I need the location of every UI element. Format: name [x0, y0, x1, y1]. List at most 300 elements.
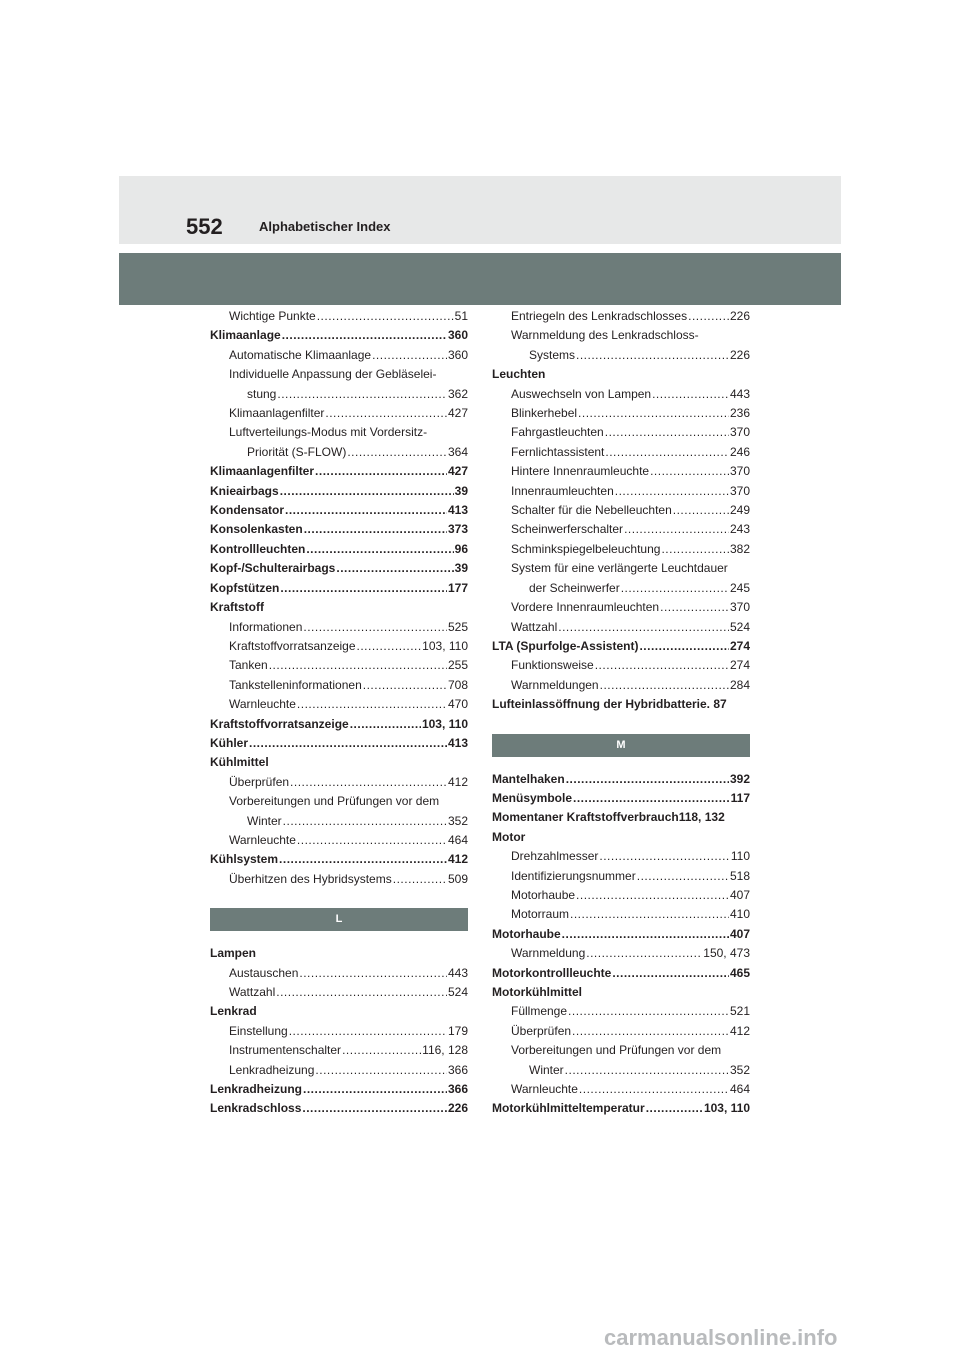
- dot-leader: [573, 789, 730, 808]
- index-entry[interactable]: [492, 1099, 750, 1118]
- dot-leader: [347, 443, 447, 462]
- index-entry-row: [229, 676, 468, 695]
- index-entry-label: Klimaanlage: [210, 328, 281, 343]
- page-reference[interactable]: 116, 128: [422, 1043, 468, 1058]
- index-entry[interactable]: [210, 656, 468, 675]
- index-entry-label: Kopfstützen: [210, 580, 280, 595]
- index-entry-label-line: Vorbereitungen und Prüfungen vor dem: [229, 794, 440, 809]
- index-entry-label: Warnleuchte: [511, 1082, 578, 1097]
- page-reference[interactable]: 366: [447, 1082, 468, 1097]
- index-entry-row: [511, 443, 750, 462]
- page-number: 552: [186, 214, 223, 239]
- index-entry-row: [229, 812, 468, 831]
- index-entry-label: Kontrollleuchten: [210, 541, 306, 556]
- index-entry-label: Überhitzen des Hybridsystems: [229, 871, 392, 886]
- index-entry-label: Warnleuchte: [229, 832, 296, 847]
- dot-leader: [646, 1099, 703, 1118]
- dot-leader: [342, 1041, 421, 1060]
- index-entry[interactable]: [210, 423, 468, 462]
- index-entry[interactable]: [492, 482, 750, 501]
- page-reference[interactable]: 226: [729, 309, 750, 323]
- index-entry-label: Kraftstoffvorratsanzeige: [210, 716, 349, 731]
- index-entry-label: stung: [247, 386, 277, 401]
- page-reference[interactable]: 427: [447, 406, 468, 421]
- index-entry-row: [511, 404, 750, 423]
- index-entry-row: [210, 540, 468, 559]
- index-entry[interactable]: [210, 520, 468, 539]
- index-entry-label: Schminkspiegelbeleuchtung: [511, 541, 661, 556]
- index-entry-row: [229, 656, 468, 675]
- index-entry[interactable]: [210, 964, 468, 983]
- dot-leader: [605, 443, 729, 462]
- dot-leader: [639, 637, 729, 656]
- index-entry-label: Drehzahlmesser: [511, 849, 599, 864]
- section-gap: [492, 715, 750, 734]
- index-entry-label: Wattzahl: [511, 619, 558, 634]
- page-reference[interactable]: 226: [447, 1101, 468, 1116]
- dot-leader: [600, 676, 729, 695]
- page-reference[interactable]: 509: [447, 871, 468, 886]
- index-entry[interactable]: [492, 964, 750, 983]
- index-entry[interactable]: [210, 695, 468, 714]
- page-reference[interactable]: 370: [729, 483, 750, 498]
- index-entry-row: [210, 326, 468, 345]
- index-entry-row: [511, 462, 750, 481]
- index-entry-row: [229, 773, 468, 792]
- index-entry[interactable]: [210, 462, 468, 481]
- dot-leader: [304, 520, 447, 539]
- page-reference[interactable]: 255: [447, 658, 468, 673]
- index-entry-label: Menüsymbole: [492, 790, 573, 805]
- index-entry[interactable]: [210, 1022, 468, 1041]
- page-reference[interactable]: 360: [447, 347, 468, 362]
- index-entry-label: Schalter für die Nebelleuchten: [511, 503, 672, 518]
- index-entry[interactable]: [492, 598, 750, 617]
- index-entry[interactable]: [210, 326, 468, 345]
- index-entry-label-line: Vorbereitungen und Prüfungen vor dem: [511, 1043, 722, 1058]
- page-reference[interactable]: 150, 473: [703, 946, 750, 961]
- index-column-left: [210, 307, 468, 1119]
- page-reference[interactable]: 352: [447, 813, 468, 828]
- index-entry-row: [492, 964, 750, 983]
- index-entry-row: [229, 1041, 468, 1060]
- index-entry[interactable]: [210, 404, 468, 423]
- index-entry-label: Knieairbags: [210, 483, 279, 498]
- index-entry-row: [511, 1080, 750, 1099]
- index-entry-label: Tanken: [229, 658, 268, 673]
- page-reference[interactable]: 96: [454, 541, 468, 556]
- page-reference[interactable]: 412: [729, 1023, 750, 1038]
- index-entry-label: Warnleuchte: [229, 697, 296, 712]
- index-entry-row: [210, 1099, 468, 1118]
- dot-leader: [578, 404, 729, 423]
- index-entry[interactable]: [210, 637, 468, 656]
- index-entry-label: Innenraumleuchten: [511, 483, 614, 498]
- page-reference[interactable]: 413: [447, 503, 468, 518]
- index-entry[interactable]: [210, 1041, 468, 1060]
- index-entry-label: Motorkühlmitteltemperatur: [492, 1101, 645, 1116]
- page-reference[interactable]: 427: [447, 464, 468, 479]
- index-entry[interactable]: [210, 501, 468, 520]
- index-entry-label: Instrumentenschalter: [229, 1043, 342, 1058]
- index-entry[interactable]: [492, 656, 750, 675]
- index-entry-row: [229, 443, 468, 462]
- dot-leader: [605, 423, 729, 442]
- dot-leader: [282, 326, 447, 345]
- dot-leader: [615, 482, 729, 501]
- page-reference[interactable]: 410: [729, 907, 750, 922]
- index-entry[interactable]: Lufteinlassöffnung der Hybridbatterie. 87: [492, 697, 727, 712]
- index-entry[interactable]: [492, 1022, 750, 1041]
- index-entry[interactable]: [492, 385, 750, 404]
- index-entry-label-line: Luftverteilungs-Modus mit Vordersitz-: [229, 425, 428, 440]
- index-entry-row: [210, 559, 468, 578]
- dot-leader: [297, 831, 447, 850]
- dot-leader: [283, 812, 447, 831]
- index-entry[interactable]: [210, 676, 468, 695]
- index-entry[interactable]: [210, 618, 468, 637]
- page-reference[interactable]: 110: [730, 849, 750, 864]
- index-entry-label: Winter: [529, 1062, 564, 1077]
- index-entry[interactable]: [492, 770, 750, 789]
- dot-leader: [276, 983, 447, 1002]
- index-entry-label: Warnmeldung: [511, 946, 586, 961]
- index-entry[interactable]: [210, 579, 468, 598]
- index-entry-row: [210, 482, 468, 501]
- dot-leader: [566, 770, 729, 789]
- page-reference[interactable]: 245: [729, 580, 750, 595]
- index-entry-label: Klimaanlagenfilter: [229, 406, 325, 421]
- page-reference[interactable]: 177: [447, 580, 468, 595]
- index-entry-row: [210, 501, 468, 520]
- index-heading: Lampen: [210, 946, 257, 961]
- page-reference[interactable]: 521: [729, 1004, 750, 1019]
- dot-leader: [277, 385, 447, 404]
- index-entry[interactable]: [210, 870, 468, 889]
- index-entry-row: [511, 482, 750, 501]
- dot-leader: [269, 656, 447, 675]
- index-entry-label: Kraftstoffvorratsanzeige: [229, 638, 356, 653]
- index-entry[interactable]: [492, 501, 750, 520]
- index-heading: Motor: [492, 829, 526, 844]
- dot-leader: [306, 540, 453, 559]
- dot-leader: [315, 462, 447, 481]
- index-entry[interactable]: [492, 326, 750, 365]
- index-entry-label: Kühler: [210, 735, 249, 750]
- index-entry[interactable]: [492, 559, 750, 598]
- page-reference[interactable]: 284: [729, 677, 750, 692]
- index-entry-row: [511, 676, 750, 695]
- page-reference[interactable]: 413: [447, 735, 468, 750]
- page-reference[interactable]: 382: [729, 541, 750, 556]
- dot-leader: [558, 618, 729, 637]
- index-entry[interactable]: [210, 983, 468, 1002]
- page-reference[interactable]: 392: [729, 771, 750, 786]
- index-entry-label: Lenkradschloss: [210, 1101, 302, 1116]
- page-reference[interactable]: 373: [447, 522, 468, 537]
- index-entry-label: Motorhaube: [492, 926, 561, 941]
- dot-leader: [297, 695, 447, 714]
- page-reference[interactable]: 274: [729, 638, 750, 653]
- index-entry[interactable]: [492, 462, 750, 481]
- section-gap: [210, 931, 468, 944]
- index-entry-row: [210, 1080, 468, 1099]
- index-entry-label: Entriegeln des Lenkradschlosses: [511, 309, 688, 323]
- index-entry-label: Winter: [247, 813, 282, 828]
- index-entry-row: [492, 789, 750, 808]
- page-reference[interactable]: 412: [447, 852, 468, 867]
- section-gap: [210, 889, 468, 908]
- dot-leader: [363, 676, 447, 695]
- page-reference[interactable]: 103, 110: [422, 638, 468, 653]
- index-entry-row: [492, 637, 750, 656]
- index-entry-label: Vordere Innenraumleuchten: [511, 600, 660, 615]
- page-reference[interactable]: 236: [729, 406, 750, 421]
- index-entry-row: [229, 870, 468, 889]
- index-entry-label: Warnmeldungen: [511, 677, 599, 692]
- index-entry[interactable]: [492, 520, 750, 539]
- page-reference[interactable]: 525: [447, 619, 468, 634]
- page-reference[interactable]: 464: [729, 1082, 750, 1097]
- index-entry[interactable]: [210, 1061, 468, 1080]
- header-bar: [119, 253, 841, 305]
- dot-leader: [290, 773, 447, 792]
- index-entry[interactable]: [492, 867, 750, 886]
- page-reference[interactable]: 366: [447, 1062, 468, 1077]
- dot-leader: [688, 307, 729, 326]
- index-entry-label: Blinkerhebel: [511, 406, 578, 421]
- index-entry-label: Systems: [529, 347, 576, 362]
- index-column-right: [492, 307, 750, 1119]
- index-entry[interactable]: [492, 443, 750, 462]
- index-entry-label: Identifizierungsnummer: [511, 868, 636, 883]
- page-reference[interactable]: 364: [447, 444, 468, 459]
- page-reference[interactable]: 226: [729, 347, 750, 362]
- index-entry[interactable]: [210, 540, 468, 559]
- dot-leader: [576, 346, 729, 365]
- index-entry[interactable]: [210, 1099, 468, 1118]
- page-reference[interactable]: 708: [447, 677, 468, 692]
- index-entry-label: Scheinwerferschalter: [511, 522, 624, 537]
- index-entry-row: [492, 1099, 750, 1118]
- letter-heading: L: [210, 908, 468, 931]
- index-entry-row: [229, 831, 468, 850]
- index-entry-label: Kondensator: [210, 503, 285, 518]
- page-reference[interactable]: 370: [729, 464, 750, 479]
- dot-leader: [673, 501, 729, 520]
- page-reference[interactable]: 243: [729, 522, 750, 537]
- index-entry-label: Klimaanlagenfilter: [210, 464, 315, 479]
- page-reference[interactable]: 370: [729, 425, 750, 440]
- header-band: [119, 176, 841, 244]
- page-reference[interactable]: 518: [729, 868, 750, 883]
- page-reference[interactable]: 39: [454, 561, 468, 576]
- index-entry[interactable]: [210, 482, 468, 501]
- index-entry-label: Kühlsystem: [210, 852, 279, 867]
- index-entry[interactable]: [492, 637, 750, 656]
- index-entry-row: [229, 983, 468, 1002]
- page-reference[interactable]: 524: [447, 985, 468, 999]
- index-entry[interactable]: [210, 831, 468, 850]
- index-entry-label: Lenkradheizung: [229, 1062, 315, 1077]
- dot-leader: [652, 385, 729, 404]
- index-entry-row: [210, 579, 468, 598]
- page-reference[interactable]: 117: [730, 790, 750, 805]
- page-reference[interactable]: 464: [447, 832, 468, 847]
- index-entry-label: Lenkradheizung: [210, 1082, 303, 1097]
- page-reference[interactable]: 443: [729, 386, 750, 401]
- index-entry-row: [229, 404, 468, 423]
- page-reference[interactable]: 407: [729, 926, 750, 941]
- index-entry[interactable]: [210, 773, 468, 792]
- dot-leader: [599, 847, 729, 866]
- index-entry-row: [210, 850, 468, 869]
- index-entry-row: [492, 770, 750, 789]
- index-heading: Motorkühlmittel: [492, 985, 582, 999]
- index-entry-row: [511, 867, 750, 886]
- index-entry-label: Informationen: [229, 619, 303, 634]
- dot-leader: [302, 1099, 447, 1118]
- dot-leader: [650, 462, 729, 481]
- index-entry-row: [229, 637, 468, 656]
- page-reference[interactable]: 352: [729, 1062, 750, 1077]
- index-entry-row: [511, 905, 750, 924]
- index-entry[interactable]: [492, 1002, 750, 1021]
- index-entry-row: [210, 715, 468, 734]
- page-reference[interactable]: 103, 110: [703, 1101, 750, 1116]
- dot-leader: [637, 867, 729, 886]
- index-entry[interactable]: [492, 404, 750, 423]
- dot-leader: [565, 1061, 729, 1080]
- dot-leader: [249, 734, 447, 753]
- dot-leader: [336, 559, 453, 578]
- index-entry[interactable]: [492, 676, 750, 695]
- dot-leader: [586, 944, 702, 963]
- index-entry[interactable]: Momentaner Kraftstoffverbrauch118, 132: [492, 810, 725, 825]
- dot-leader: [289, 1022, 447, 1041]
- index-entry[interactable]: [210, 734, 468, 753]
- page-reference[interactable]: 39: [454, 483, 468, 498]
- index-entry[interactable]: [492, 423, 750, 442]
- index-entry-row: [511, 847, 750, 866]
- index-entry-row: [492, 925, 750, 944]
- dot-leader: [393, 870, 447, 889]
- index-entry-label: Füllmenge: [511, 1004, 568, 1019]
- index-entry-label: Funktionsweise: [511, 658, 594, 673]
- page-reference[interactable]: 360: [447, 328, 468, 343]
- page-reference[interactable]: 465: [729, 965, 750, 980]
- section-gap: [492, 757, 750, 770]
- index-entry[interactable]: [210, 346, 468, 365]
- index-entry[interactable]: [492, 618, 750, 637]
- page-reference[interactable]: 274: [729, 658, 750, 673]
- index-heading: Kühlmittel: [210, 755, 269, 770]
- page-reference[interactable]: 103, 110: [421, 716, 468, 731]
- dot-leader: [568, 1002, 729, 1021]
- page-reference[interactable]: 51: [454, 309, 468, 323]
- index-entry[interactable]: [492, 789, 750, 808]
- index-entry[interactable]: [492, 886, 750, 905]
- dot-leader: [299, 964, 447, 983]
- index-entry-label-line: System für eine verlängerte Leuchtdauer: [511, 561, 728, 576]
- index-entry-label: Auswechseln von Lampen: [511, 386, 652, 401]
- page-reference[interactable]: 524: [729, 619, 750, 634]
- dot-leader: [303, 1080, 447, 1099]
- dot-leader: [372, 346, 447, 365]
- index-entry-label: Kopf-/Schulterairbags: [210, 561, 336, 576]
- index-entry-label: Überprüfen: [511, 1023, 572, 1038]
- dot-leader: [572, 1022, 729, 1041]
- index-entry-row: [229, 1022, 468, 1041]
- index-entry[interactable]: [210, 559, 468, 578]
- dot-leader: [570, 905, 729, 924]
- index-entry-label: Fahrgastleuchten: [511, 425, 604, 440]
- index-entry[interactable]: [492, 307, 750, 326]
- index-entry[interactable]: [492, 944, 750, 963]
- dot-leader: [303, 618, 447, 637]
- index-entry-row: [511, 1022, 750, 1041]
- index-entry[interactable]: [210, 850, 468, 869]
- index-entry-row: [511, 307, 750, 326]
- dot-leader: [621, 579, 729, 598]
- index-entry-label: Priorität (S-FLOW): [247, 444, 347, 459]
- index-entry[interactable]: [492, 847, 750, 866]
- index-heading: Leuchten: [492, 367, 546, 382]
- index-entry-label: Fernlichtassistent: [511, 444, 605, 459]
- section-title: Alphabetischer Index: [259, 219, 391, 234]
- index-entry-label: Einstellung: [229, 1023, 288, 1038]
- index-entry[interactable]: [210, 792, 468, 831]
- index-entry[interactable]: [492, 1041, 750, 1080]
- index-entry-label: Motorhaube: [511, 887, 576, 902]
- index-entry-row: [210, 734, 468, 753]
- page-reference[interactable]: 370: [729, 600, 750, 615]
- page-reference[interactable]: 443: [447, 965, 468, 980]
- page-reference[interactable]: 407: [729, 887, 750, 902]
- index-entry[interactable]: [492, 540, 750, 559]
- dot-leader: [279, 850, 447, 869]
- page-reference[interactable]: 179: [447, 1023, 468, 1038]
- index-entry[interactable]: [210, 715, 468, 734]
- index-entry[interactable]: [210, 1080, 468, 1099]
- index-entry-row: [511, 423, 750, 442]
- index-heading: Lenkrad: [210, 1004, 257, 1019]
- dot-leader: [661, 540, 729, 559]
- index-entry[interactable]: [492, 925, 750, 944]
- index-entry-row: [229, 346, 468, 365]
- page-reference[interactable]: 470: [447, 697, 468, 712]
- dot-leader: [576, 886, 729, 905]
- index-entry[interactable]: [492, 1080, 750, 1099]
- index-entry[interactable]: [492, 905, 750, 924]
- index-entry-label: Tankstelleninformationen: [229, 677, 362, 692]
- index-entry-label-line: Warnmeldung des Lenkradschloss-: [511, 328, 699, 343]
- index-entry[interactable]: [210, 307, 468, 326]
- index-entry-label: Überprüfen: [229, 774, 290, 789]
- index-entry-row: [229, 618, 468, 637]
- index-entry-row: [511, 346, 750, 365]
- page-reference[interactable]: 412: [447, 774, 468, 789]
- page-reference[interactable]: 246: [729, 444, 750, 459]
- index-entry-row: [511, 618, 750, 637]
- index-entry-label: Motorkontrollleuchte: [492, 965, 612, 980]
- index-entry[interactable]: [210, 365, 468, 404]
- dot-leader: [660, 598, 729, 617]
- page-reference[interactable]: 249: [729, 503, 750, 518]
- letter-heading: M: [492, 734, 750, 757]
- page-reference[interactable]: 362: [447, 386, 468, 401]
- index-entry-row: [511, 944, 750, 963]
